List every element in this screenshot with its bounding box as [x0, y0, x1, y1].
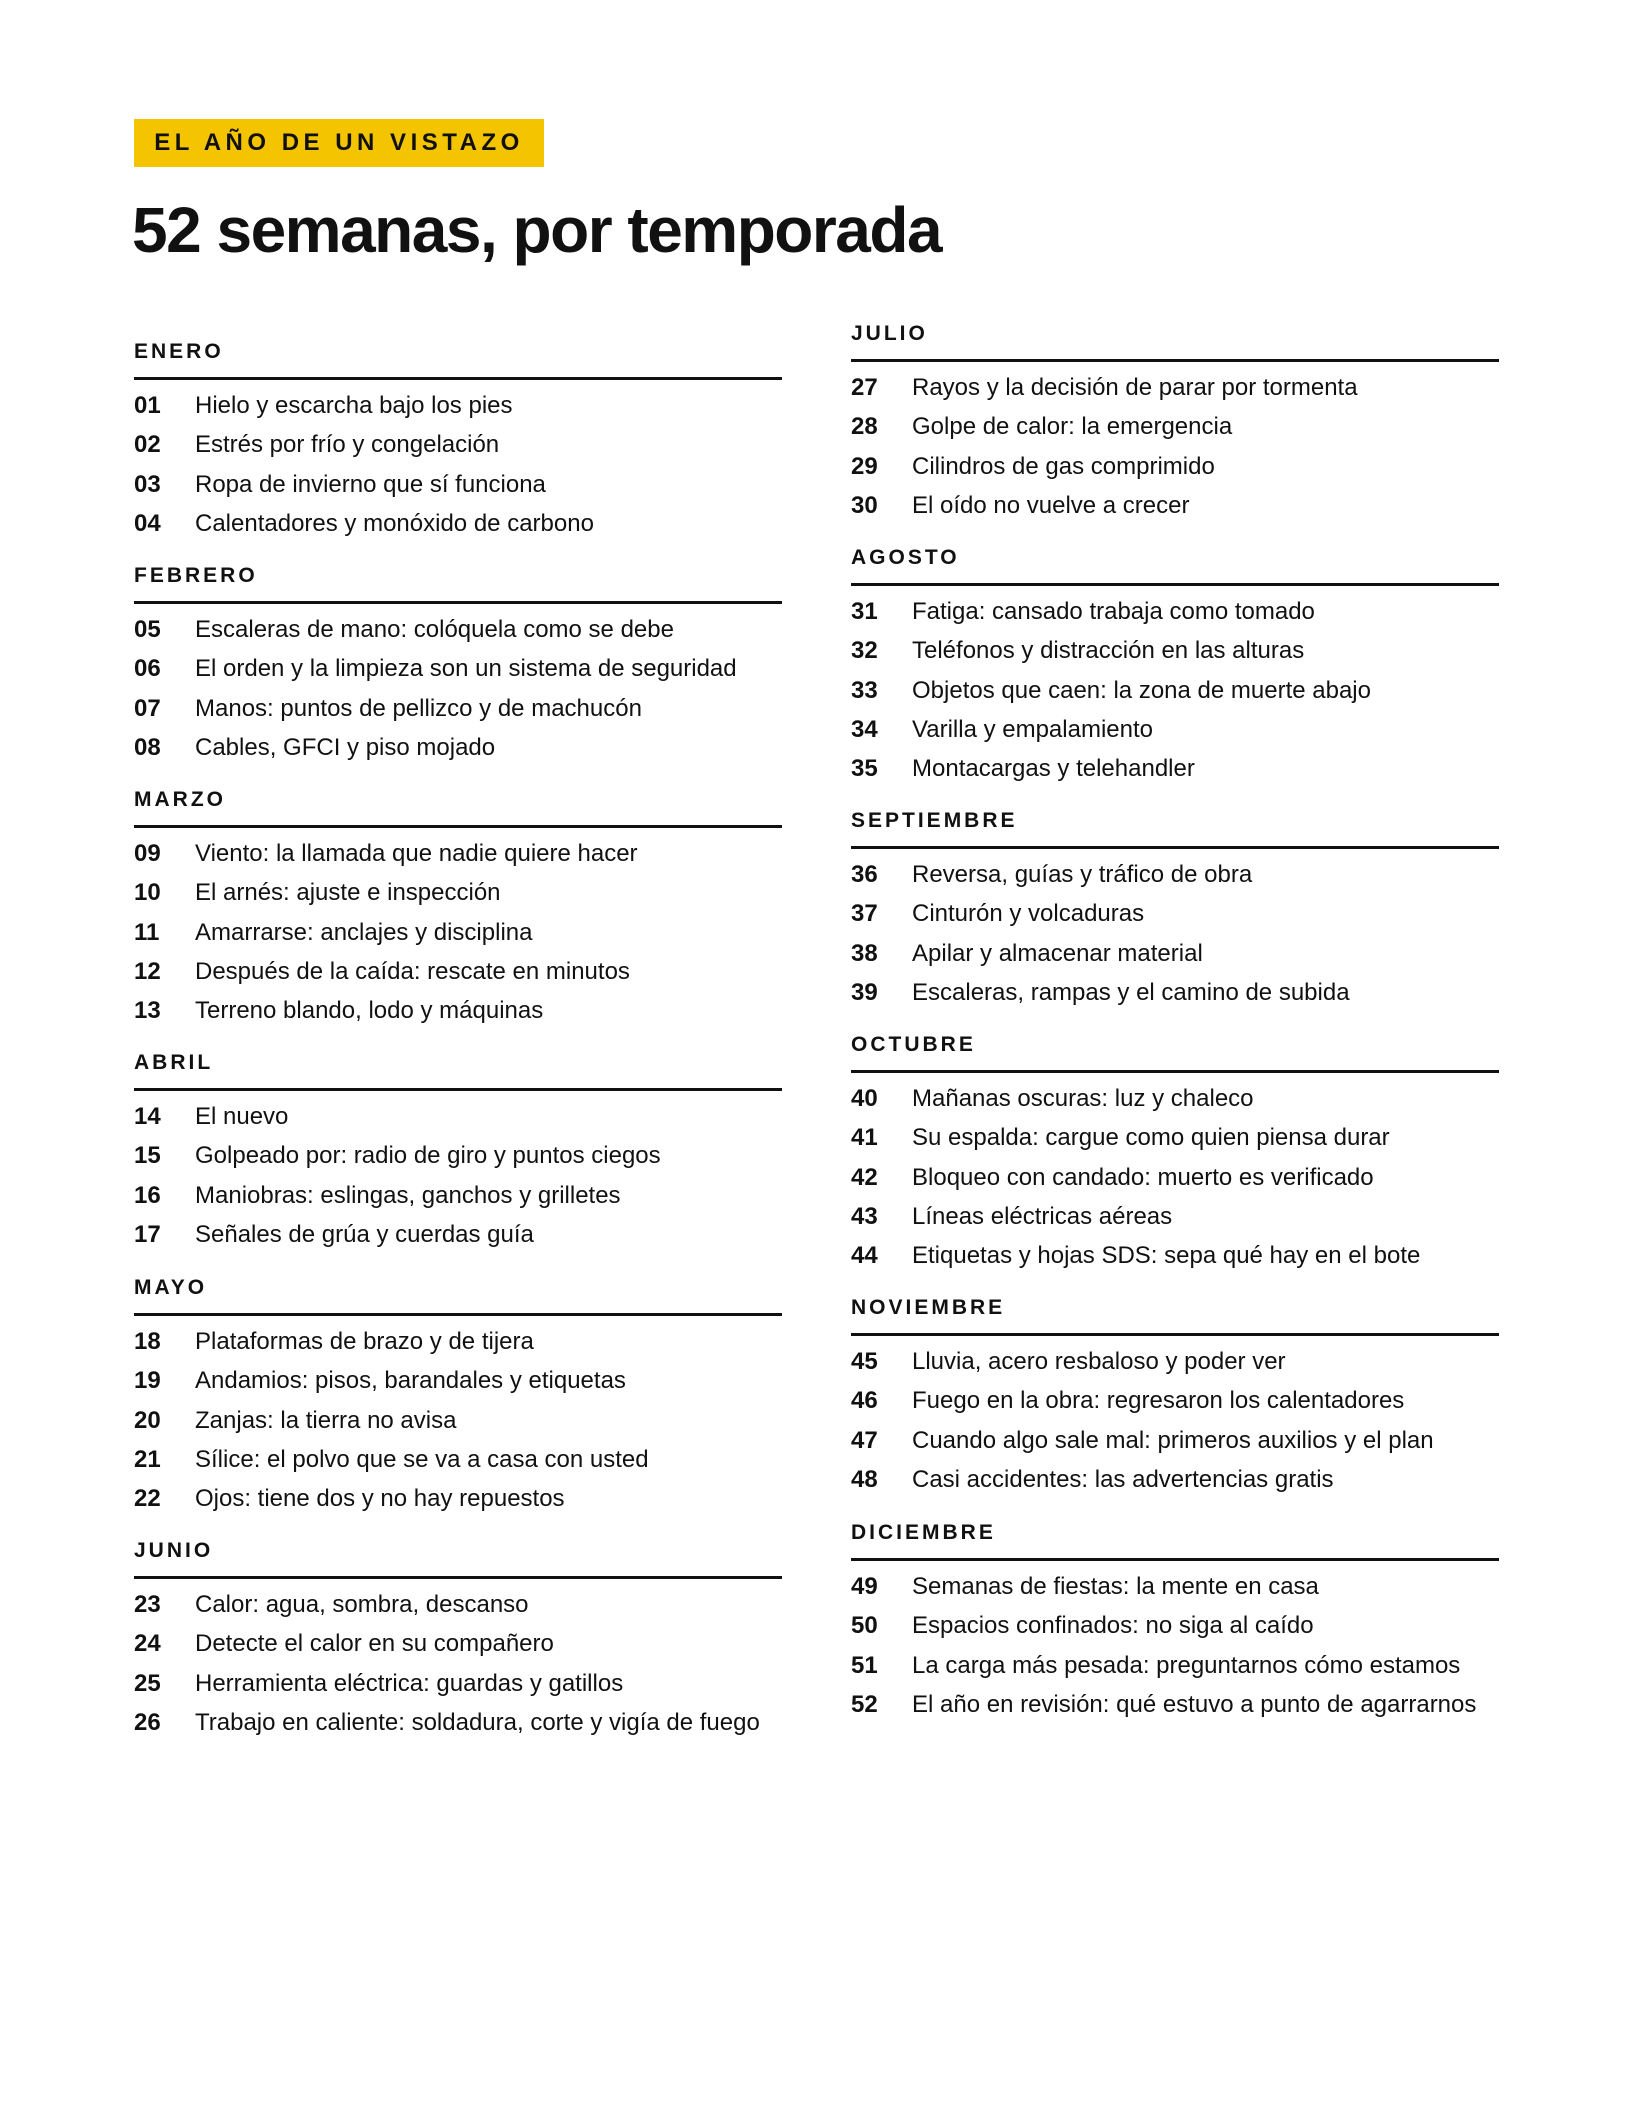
week-topic: Ropa de invierno que sí funciona — [195, 470, 546, 498]
week-number: 43 — [851, 1202, 878, 1230]
week-topic: Escaleras, rampas y el camino de subida — [912, 978, 1350, 1006]
week-topic: Líneas eléctricas aéreas — [912, 1202, 1173, 1230]
week-topic: Montacargas y telehandler — [912, 755, 1195, 783]
month-section-septiembre — [851, 807, 1499, 1012]
week-item — [851, 1118, 1499, 1157]
week-number: 03 — [134, 470, 161, 498]
week-item — [851, 1460, 1499, 1499]
week-number: 06 — [134, 655, 161, 683]
month-heading: ABRIL — [134, 1051, 214, 1074]
week-item — [851, 671, 1499, 710]
week-number: 15 — [134, 1142, 161, 1170]
week-topic: Bloqueo con candado: muerto es verificado — [912, 1163, 1374, 1191]
week-number: 09 — [134, 840, 161, 867]
week-topic: Espacios confinados: no siga al caído — [912, 1612, 1314, 1640]
week-list — [134, 386, 782, 543]
week-topic: Varilla y empalamiento — [912, 715, 1153, 743]
week-topic: Fuego en la obra: regresaron los calentadores — [912, 1387, 1405, 1415]
week-item — [851, 1236, 1499, 1275]
week-item — [134, 425, 782, 464]
week-topic: Hielo y escarcha bajo los pies — [195, 392, 513, 419]
week-number: 47 — [851, 1426, 878, 1454]
week-number: 16 — [134, 1181, 161, 1209]
week-topic: Su espalda: cargue como quien piensa durar — [912, 1124, 1390, 1152]
week-item — [851, 855, 1499, 894]
week-number: 19 — [134, 1367, 161, 1395]
week-item — [134, 504, 782, 543]
week-number: 20 — [134, 1406, 161, 1434]
week-topic: El año en revisión: qué estuvo a punto de agarrarnos — [912, 1690, 1477, 1718]
week-number: 35 — [851, 755, 878, 783]
week-number: 31 — [851, 598, 878, 625]
week-topic: Fatiga: cansado trabaja como tomado — [912, 598, 1315, 625]
week-number: 24 — [134, 1630, 161, 1658]
week-item — [134, 1401, 782, 1440]
week-item — [851, 1381, 1499, 1420]
week-item — [851, 1685, 1499, 1724]
week-item — [134, 1097, 782, 1136]
week-number: 49 — [851, 1573, 878, 1600]
section-eyebrow: EL AÑO DE UN VISTAZO — [134, 119, 544, 167]
week-number: 02 — [134, 431, 161, 459]
week-topic: El nuevo — [195, 1103, 289, 1130]
week-item — [851, 1646, 1499, 1685]
week-number: 17 — [134, 1220, 161, 1248]
week-item — [851, 973, 1499, 1012]
week-list — [851, 1567, 1499, 1724]
month-section-julio — [851, 320, 1499, 525]
week-topic: Herramienta eléctrica: guardas y gatillos — [195, 1669, 624, 1697]
week-topic: Trabajo en caliente: soldadura, corte y vigía de fuego — [195, 1708, 760, 1736]
week-topic: El arnés: ajuste e inspección — [195, 879, 501, 907]
week-topic: Calentadores y monóxido de carbono — [195, 509, 594, 537]
month-heading: MAYO — [134, 1276, 208, 1299]
month-heading: SEPTIEMBRE — [851, 809, 1018, 832]
month-heading: JULIO — [851, 322, 928, 345]
week-topic: Plataformas de brazo y de tijera — [195, 1328, 534, 1355]
week-item — [851, 1421, 1499, 1460]
month-section-mayo — [134, 1274, 782, 1518]
week-item — [134, 1361, 782, 1400]
week-number: 21 — [134, 1445, 161, 1473]
month-heading: DICIEMBRE — [851, 1521, 996, 1544]
week-list — [851, 855, 1499, 1012]
week-number: 27 — [851, 374, 878, 401]
week-item — [851, 1342, 1499, 1381]
week-topic: Ojos: tiene dos y no hay repuestos — [195, 1485, 565, 1513]
month-divider — [134, 1088, 782, 1091]
week-list — [134, 834, 782, 1030]
week-number: 14 — [134, 1103, 161, 1130]
week-topic: Mañanas oscuras: luz y chaleco — [912, 1085, 1254, 1112]
week-number: 07 — [134, 694, 161, 722]
month-heading: OCTUBRE — [851, 1033, 976, 1056]
week-number: 50 — [851, 1612, 878, 1640]
month-section-febrero — [134, 562, 782, 767]
week-number: 52 — [851, 1690, 878, 1718]
week-item — [134, 1322, 782, 1361]
month-divider — [851, 1558, 1499, 1561]
week-item — [851, 749, 1499, 788]
month-heading: MARZO — [134, 788, 226, 811]
week-number: 10 — [134, 879, 161, 907]
week-item — [134, 1479, 782, 1518]
week-item — [134, 913, 782, 952]
week-number: 39 — [851, 978, 878, 1006]
week-item — [851, 447, 1499, 486]
month-section-noviembre — [851, 1294, 1499, 1499]
month-heading: JUNIO — [134, 1539, 214, 1562]
week-item — [851, 894, 1499, 933]
week-topic: Maniobras: eslingas, ganchos y grilletes — [195, 1181, 621, 1209]
week-number: 08 — [134, 733, 161, 761]
week-topic: Andamios: pisos, barandales y etiquetas — [195, 1367, 626, 1395]
week-item — [134, 649, 782, 688]
week-list — [851, 368, 1499, 525]
week-number: 18 — [134, 1328, 161, 1355]
week-topic: Etiquetas y hojas SDS: sepa qué hay en el bote — [912, 1242, 1421, 1270]
month-heading: AGOSTO — [851, 546, 960, 569]
week-topic: Señales de grúa y cuerdas guía — [195, 1220, 534, 1248]
week-topic: El oído no vuelve a crecer — [912, 491, 1190, 519]
month-divider — [851, 359, 1499, 362]
week-item — [134, 689, 782, 728]
week-number: 26 — [134, 1708, 161, 1736]
month-divider — [851, 583, 1499, 586]
week-item — [851, 486, 1499, 525]
week-number: 30 — [851, 491, 878, 519]
week-item — [851, 1158, 1499, 1197]
week-number: 32 — [851, 637, 878, 665]
month-section-junio — [134, 1537, 782, 1742]
week-topic: Semanas de fiestas: la mente en casa — [912, 1573, 1319, 1600]
week-item — [851, 934, 1499, 973]
week-number: 23 — [134, 1591, 161, 1618]
week-item — [134, 1624, 782, 1663]
week-topic: Reversa, guías y tráfico de obra — [912, 861, 1253, 888]
week-number: 37 — [851, 900, 878, 928]
week-list — [134, 1097, 782, 1254]
week-number: 11 — [134, 918, 160, 946]
week-list — [851, 592, 1499, 788]
week-number: 05 — [134, 616, 161, 643]
week-number: 45 — [851, 1348, 878, 1375]
week-topic: Estrés por frío y congelación — [195, 431, 500, 459]
month-divider — [851, 1333, 1499, 1336]
week-item — [134, 1176, 782, 1215]
week-number: 12 — [134, 957, 161, 985]
week-topic: Golpeado por: radio de giro y puntos ciegos — [195, 1142, 661, 1170]
month-divider — [134, 601, 782, 604]
week-number: 04 — [134, 509, 161, 537]
week-item — [134, 1136, 782, 1175]
week-topic: Lluvia, acero resbaloso y poder ver — [912, 1348, 1286, 1375]
week-topic: Viento: la llamada que nadie quiere hacer — [195, 840, 638, 867]
week-number: 40 — [851, 1085, 878, 1112]
week-item — [134, 386, 782, 425]
week-item — [134, 1215, 782, 1254]
week-item — [134, 610, 782, 649]
week-topic: Manos: puntos de pellizco y de machucón — [195, 694, 642, 722]
week-item — [851, 1079, 1499, 1118]
week-number: 25 — [134, 1669, 161, 1697]
week-topic: Teléfonos y distracción en las alturas — [912, 637, 1305, 665]
week-number: 51 — [851, 1651, 878, 1679]
week-topic: Rayos y la decisión de parar por tormenta — [912, 374, 1358, 401]
month-section-enero — [134, 338, 782, 543]
week-topic: Objetos que caen: la zona de muerte abajo — [912, 676, 1371, 704]
week-topic: Golpe de calor: la emergencia — [912, 413, 1233, 441]
week-number: 44 — [851, 1242, 878, 1270]
week-topic: Cilindros de gas comprimido — [912, 452, 1215, 480]
week-list — [134, 610, 782, 767]
month-divider — [851, 1070, 1499, 1073]
week-number: 48 — [851, 1465, 878, 1493]
week-topic: Cuando algo sale mal: primeros auxilios y el plan — [912, 1426, 1434, 1454]
month-section-abril — [134, 1049, 782, 1254]
week-item — [851, 368, 1499, 407]
week-topic: El orden y la limpieza son un sistema de seguridad — [195, 655, 737, 683]
week-item — [134, 1440, 782, 1479]
week-item — [134, 834, 782, 873]
month-section-octubre — [851, 1031, 1499, 1275]
week-list — [851, 1342, 1499, 1499]
week-list — [851, 1079, 1499, 1275]
week-number: 36 — [851, 861, 878, 888]
month-section-agosto — [851, 544, 1499, 788]
week-topic: Amarrarse: anclajes y disciplina — [195, 918, 533, 946]
week-topic: Calor: agua, sombra, descanso — [195, 1591, 529, 1618]
week-number: 01 — [134, 392, 161, 419]
week-topic: Escaleras de mano: colóquela como se debe — [195, 616, 674, 643]
week-item — [134, 1585, 782, 1624]
week-number: 41 — [851, 1124, 878, 1152]
week-topic: Después de la caída: rescate en minutos — [195, 957, 630, 985]
week-item — [851, 1606, 1499, 1645]
week-number: 33 — [851, 676, 878, 704]
week-item — [134, 952, 782, 991]
week-item — [134, 465, 782, 504]
week-item — [134, 991, 782, 1030]
week-topic: Cinturón y volcaduras — [912, 900, 1145, 928]
week-item — [851, 592, 1499, 631]
week-topic: Sílice: el polvo que se va a casa con usted — [195, 1445, 649, 1473]
month-divider — [134, 1576, 782, 1579]
month-heading: ENERO — [134, 340, 224, 363]
week-item — [851, 1567, 1499, 1606]
month-section-diciembre — [851, 1519, 1499, 1724]
month-heading: FEBRERO — [134, 564, 258, 587]
week-number: 13 — [134, 997, 161, 1025]
week-topic: Terreno blando, lodo y máquinas — [195, 997, 544, 1025]
week-topic: Casi accidentes: las advertencias gratis — [912, 1465, 1334, 1493]
page-title: 52 semanas, por temporada — [132, 194, 942, 266]
week-item — [134, 728, 782, 767]
week-topic: La carga más pesada: preguntarnos cómo estamos — [912, 1651, 1461, 1679]
week-item — [134, 1664, 782, 1703]
month-divider — [134, 377, 782, 380]
week-item — [134, 1703, 782, 1742]
month-divider — [134, 1313, 782, 1316]
week-topic: Zanjas: la tierra no avisa — [195, 1406, 457, 1434]
week-item — [851, 710, 1499, 749]
week-number: 22 — [134, 1485, 161, 1513]
week-list — [134, 1585, 782, 1742]
week-list — [134, 1322, 782, 1518]
week-number: 42 — [851, 1163, 878, 1191]
week-number: 29 — [851, 452, 878, 480]
week-number: 34 — [851, 715, 878, 743]
week-item — [134, 873, 782, 912]
week-topic: Detecte el calor en su compañero — [195, 1630, 554, 1658]
week-number: 38 — [851, 939, 878, 967]
month-section-marzo — [134, 786, 782, 1030]
week-item — [851, 407, 1499, 446]
week-number: 46 — [851, 1387, 878, 1415]
week-item — [851, 1197, 1499, 1236]
week-topic: Apilar y almacenar material — [912, 939, 1203, 967]
month-heading: NOVIEMBRE — [851, 1296, 1006, 1319]
week-number: 28 — [851, 413, 878, 441]
month-divider — [851, 846, 1499, 849]
week-item — [851, 631, 1499, 670]
month-divider — [134, 825, 782, 828]
week-topic: Cables, GFCI y piso mojado — [195, 733, 496, 761]
